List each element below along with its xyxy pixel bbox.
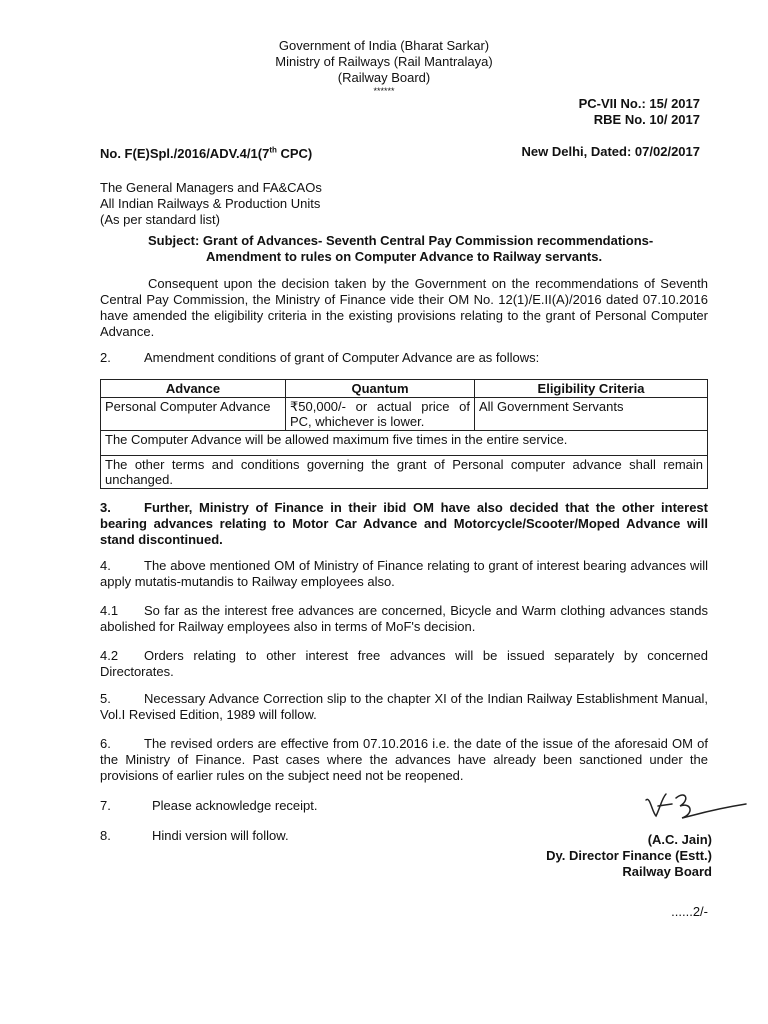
para-text: So far as the interest free advances are concerned, Bicycle and Warm clothing advances stands abolished for Railway employees also in terms of MoF's decision. [100,603,708,634]
advance-table [100,379,708,489]
para-7 [100,798,500,814]
table-header: Quantum [286,380,475,398]
para-number: 4.2 [100,648,119,663]
para-text: Necessary Advance Correction slip to the chapter XI of the Indian Railway Establishment Manual, Vol.I Revised Edition, 1989 will follow. [100,691,708,722]
signatory-designation: Dy. Director Finance (Estt.) [546,848,712,863]
para-8 [100,828,500,844]
dated: New Delhi, Dated: 07/02/2017 [521,144,700,159]
intro-paragraph: Consequent upon the decision taken by the Government on the recommendations of Seventh Central Pay Commission, the Ministry of Finance vide their OM No. 12(1)/E.II(A)/2016 dated 07.10.2016 have amended the eligibility criteria in the existing provisions relating to the grant of Personal Computer Advance. [100,276,708,339]
para-number: 8. [100,828,111,843]
table-note: The Computer Advance will be allowed maximum five times in the entire service. [101,431,708,456]
rbe-number: RBE No. 10/ 2017 [593,112,700,127]
pc-number: PC-VII No.: 15/ 2017 [578,96,700,111]
para-text: The above mentioned OM of Ministry of Finance relating to grant of interest bearing advances will apply mutatis-mutandis to Railway employees also. [100,558,708,589]
para-number: 2. [100,350,111,365]
para-6 [100,736,708,784]
addressee-line: All Indian Railways & Production Units [100,196,321,211]
para-4-1 [100,603,708,635]
subject [148,233,708,265]
subject-label: Subject: [148,233,200,248]
table-cell: Personal Computer Advance [101,398,286,431]
subject-line2: Amendment to rules on Computer Advance to Railway servants. [206,249,603,264]
table-header: Eligibility Criteria [475,380,708,398]
para-text: Orders relating to other interest free advances will be issued separately by concerned Directorates. [100,648,708,679]
para-number: 6. [100,736,111,751]
para-2 [100,350,708,366]
table-row [101,398,708,431]
table-note: The other terms and conditions governing the grant of Personal computer advance shall remain unchanged. [101,456,708,489]
para-number: 7. [100,798,111,813]
page-continuation: ......2/- [671,904,708,919]
para-3 [100,500,708,548]
header-stars: ****** [373,86,395,96]
para-text: The revised orders are effective from 07.10.2016 i.e. the date of the issue of the aforesaid OM of the Ministry of Finance. Past cases where the advances have already been sanctioned under the provisions of earlier rules on the subject need not be reopened. [100,736,708,783]
para-number: 4.1 [100,603,119,618]
letterhead [0,38,768,96]
table-cell: All Government Servants [475,398,708,431]
table-cell: ₹50,000/- or actual price of PC, whichever is lower. [286,398,475,431]
signatory-name: (A.C. Jain) [647,832,712,847]
header-govt: Government of India (Bharat Sarkar) [278,38,490,53]
table-header: Advance [101,380,286,398]
para-text: Please acknowledge receipt. [152,798,318,813]
para-5 [100,691,708,723]
table-note-row [101,456,708,489]
para-text: Further, Ministry of Finance in their ibid OM have also decided that the other interest bearing advances relating to Motor Car Advance and Motorcycle/Scooter/Moped Advance will stand discontinued. [100,500,708,547]
signatory-block [546,832,712,880]
para-text: Amendment conditions of grant of Computer Advance are as follows: [144,350,540,365]
para-number: 5. [100,691,111,706]
addressee [100,180,322,228]
para-number: 3. [100,500,111,515]
addressee-line: The General Managers and FA&CAOs [100,180,322,195]
signature-icon [642,790,750,826]
signatory-office: Railway Board [622,864,712,879]
reference-numbers [579,96,700,128]
header-board: (Railway Board) [337,70,431,85]
table-header-row [101,380,708,398]
addressee-line: (As per standard list) [100,212,220,227]
header-ministry: Ministry of Railways (Rail Mantralaya) [275,54,493,69]
table-note-row [101,431,708,456]
file-number: No. F(E)Spl./2016/ADV.4/1(7th CPC) [100,145,313,161]
para-4 [100,558,708,590]
para-4-2 [100,648,708,680]
para-text: Hindi version will follow. [152,828,289,843]
subject-line1: Grant of Advances- Seventh Central Pay Commission recommendations- [202,233,654,248]
para-number: 4. [100,558,111,573]
